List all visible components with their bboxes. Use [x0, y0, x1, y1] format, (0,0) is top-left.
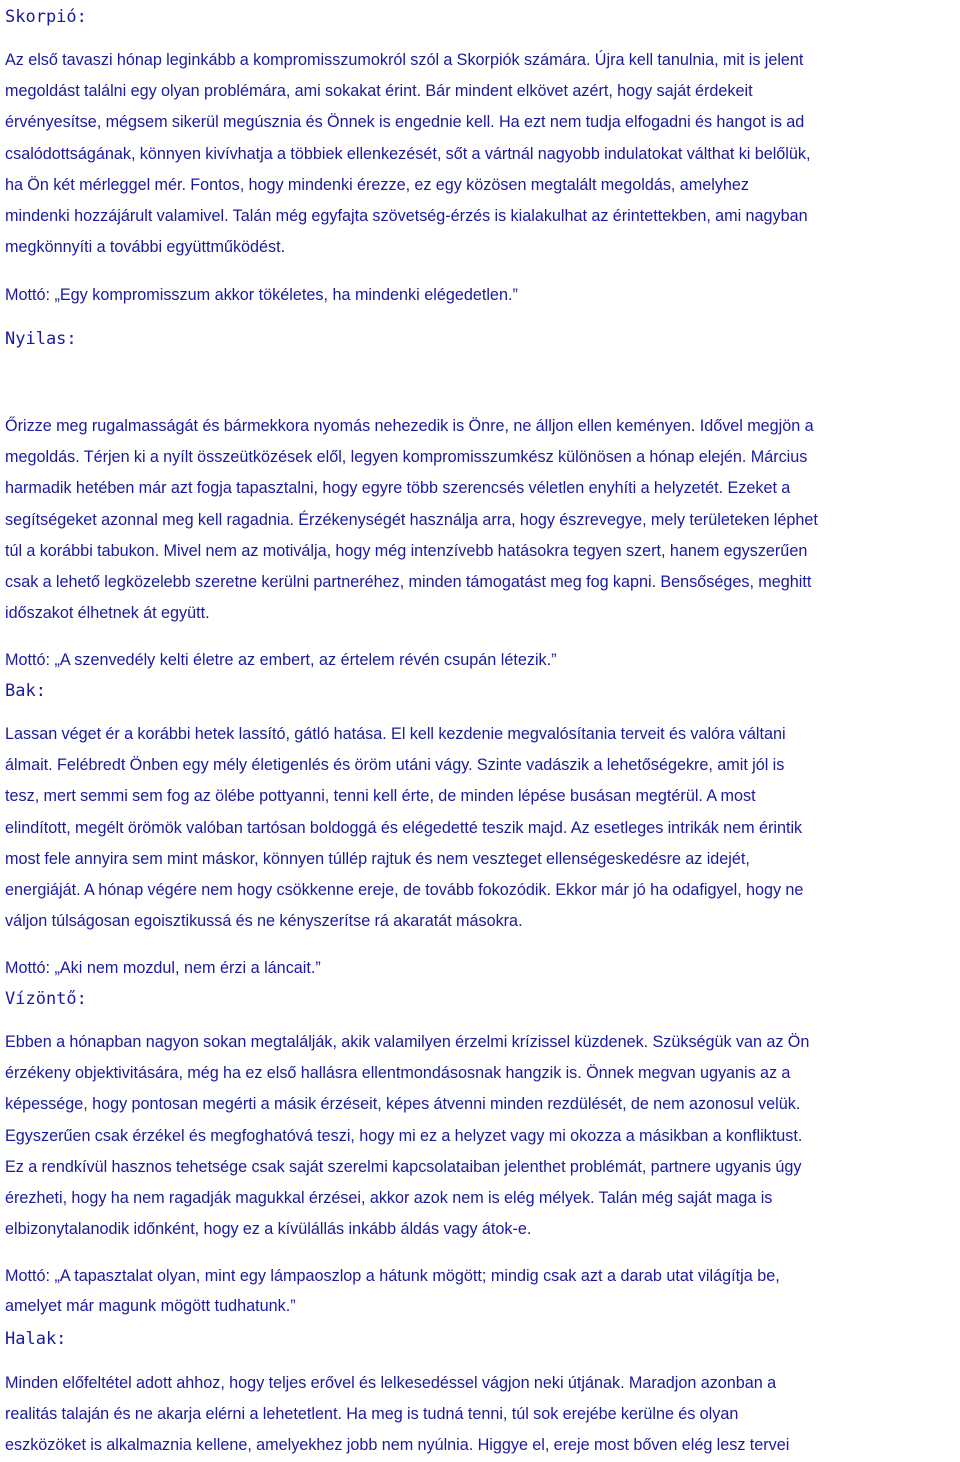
text-line: Ebben a hónapban nagyon sokan megtalálják, akik valamilyen érzelmi krízissel küzdenek. Szükségük van az Ön — [5, 1033, 810, 1051]
text-line: csalódottságának, könnyen kivívhatja a többiek ellenkezését, sőt a vártnál nagyobb indulatokat válthat ki belőlük, — [5, 144, 811, 163]
section-motto-nyilas — [5, 645, 955, 675]
text-line: segítségeket azonnal meg kell ragadnia. Érzékenységét használja arra, hogy észrevegye, mely területeken léphet — [5, 510, 818, 529]
section-paragraph-vizonto — [5, 1027, 955, 1245]
text-line: időszakot élhetnek át együtt. — [5, 604, 210, 623]
text-line: eszközöket is alkalmaznia kellene, amelyekhez jobb nem nyúlnia. Higgye el, ereje most bőven elég lesz tervei — [5, 1436, 790, 1455]
text-line: Lassan véget ér a korábbi hetek lassító, gátló hatása. El kell kezdenie megvalósítania terveit és valóra váltani — [5, 725, 786, 743]
section-heading-nyilas: Nyilas: — [5, 329, 77, 349]
text-line: Az első tavaszi hónap leginkább a kompromisszumokról szól a Skorpiók számára. Újra kell tanulnia, mit is jelent — [5, 51, 804, 69]
text-line: álmait. Felébredt Önben egy mély életigenlés és öröm utáni vágy. Szinte vadászik a lehetőségekre, amit jól is — [5, 756, 785, 775]
text-line: mindenki hozzájárult valamivel. Talán még egyfajta szövetség-érzés is kialakulhat az érintettekben, ami nagyban — [5, 207, 808, 226]
section-motto-skorpio — [5, 280, 955, 310]
motto-line: Mottó: „Aki nem mozdul, nem érzi a láncait.” — [5, 959, 321, 977]
text-line: váljon túlságosan egoisztikussá és ne kényszerítse rá akaratát másokra. — [5, 912, 523, 931]
text-line: harmadik hetében már azt fogja tapasztalni, hogy egyre több szerencsés véletlen enyhíti a helyzetét. Ezeket a — [5, 479, 791, 498]
section-heading-skorpio: Skorpió: — [5, 7, 87, 27]
text-line: realitás talaján és ne akarja elérni a lehetetlent. Ha meg is tudná tenni, túl sok erejébe kerülne és olyan — [5, 1405, 739, 1424]
section-paragraph-skorpio — [5, 45, 955, 263]
text-line: elindított, megélt örömök valóban tartósan boldoggá és elégedetté teszik majd. Az esetleges intrikák nem érintik — [5, 818, 803, 837]
text-line: megoldás. Térjen ki a nyílt összeütközések elől, legyen kompromisszumkész különösen a hónap elején. Március — [5, 448, 808, 467]
motto-line: Mottó: „A szenvedély kelti életre az embert, az értelem révén csupán létezik.” — [5, 651, 557, 669]
text-line: Őrizze meg rugalmasságát és bármekkora nyomás nehezedik is Önre, ne álljon ellen keményen. Idővel megjön a — [5, 417, 814, 435]
text-line: energiáját. A hónap végére nem hogy csökkenne ereje, de tovább fokozódik. Ekkor már jó ha odafigyel, hogy ne — [5, 881, 804, 900]
section-paragraph-halak — [5, 1368, 955, 1462]
text-line: érzékeny objektivitására, még ha ez első hallásra ellentmondásosnak hangzik is. Önnek megvan ugyanis az a — [5, 1064, 791, 1083]
text-line: megoldást találni egy olyan problémára, ami sokakat érint. Bár mindent elkövet azért, hogy saját érdekeit — [5, 82, 753, 101]
text-line: Minden előfeltétel adott ahhoz, hogy teljes erővel és lelkesedéssel vágjon neki útjának. Maradjon azonban a — [5, 1374, 777, 1392]
motto-line: Mottó: „Egy kompromisszum akkor tökéletes, ha mindenki elégedetlen.” — [5, 286, 518, 304]
text-line: tesz, mert semmi sem fog az ölébe pottyanni, tenni kell érte, de minden lépése busásan megtérül. A most — [5, 787, 756, 806]
section-heading-bak: Bak: — [5, 681, 46, 701]
text-line: elbizonytalanodik időnként, hogy ez a kívülállás inkább áldás vagy átok-e. — [5, 1220, 532, 1239]
text-line: túl a korábbi tabukon. Mivel nem az motiválja, hogy még intenzívebb hatásokra tegyen szert, hanem egyszerűen — [5, 541, 808, 560]
text-line: képessége, hogy pontosan megérti a másik érzéseit, képes átvenni minden rezdülését, de nem azonosul velük. — [5, 1095, 801, 1114]
text-line: ha Ön két mérleggel mér. Fontos, hogy mindenki érezze, ez egy közösen megtalált megoldás, amelyhez — [5, 175, 750, 194]
text-line: érvényesítse, mégsem sikerül megúsznia és Önnek is engednie kell. Ha ezt nem tudja elfogadni és hangot is ad — [5, 113, 805, 132]
text-line: csak a lehető legközelebb szeretne kerülni partneréhez, minden támogatást meg fog kapni. Bensőséges, meghitt — [5, 573, 812, 592]
section-motto-bak — [5, 953, 955, 983]
section-paragraph-nyilas — [5, 411, 955, 629]
motto-line: amelyet már magunk mögött tudhatunk.” — [5, 1297, 296, 1315]
text-line: Ez a rendkívül hasznos tehetsége csak saját szerelmi kapcsolataiban jelenthet problémát, partnere ugyanis úgy — [5, 1157, 802, 1176]
section-heading-vizonto: Vízöntő: — [5, 989, 87, 1009]
section-motto-vizonto — [5, 1261, 955, 1321]
text-line: érezheti, hogy ha nem ragadják magukkal érzései, akkor azok nem is elég mélyek. Talán még saját maga is — [5, 1189, 773, 1208]
motto-line: Mottó: „A tapasztalat olyan, mint egy lámpaoszlop a hátunk mögött; mindig csak azt a darab utat világítja be, — [5, 1267, 780, 1285]
text-line: megkönnyíti a további együttműködést. — [5, 238, 286, 257]
section-heading-halak: Halak: — [5, 1329, 67, 1349]
section-paragraph-bak — [5, 719, 955, 937]
text-line: Egyszerűen csak érzékel és megfoghatóvá teszi, hogy mi ez a helyzet vagy mi okozza a másikban a konfliktust. — [5, 1126, 803, 1145]
text-line: most fele annyira sem mint máskor, könnyen túllép rajtuk és nem veszteget ellenségeskedésre az idejét, — [5, 849, 750, 868]
